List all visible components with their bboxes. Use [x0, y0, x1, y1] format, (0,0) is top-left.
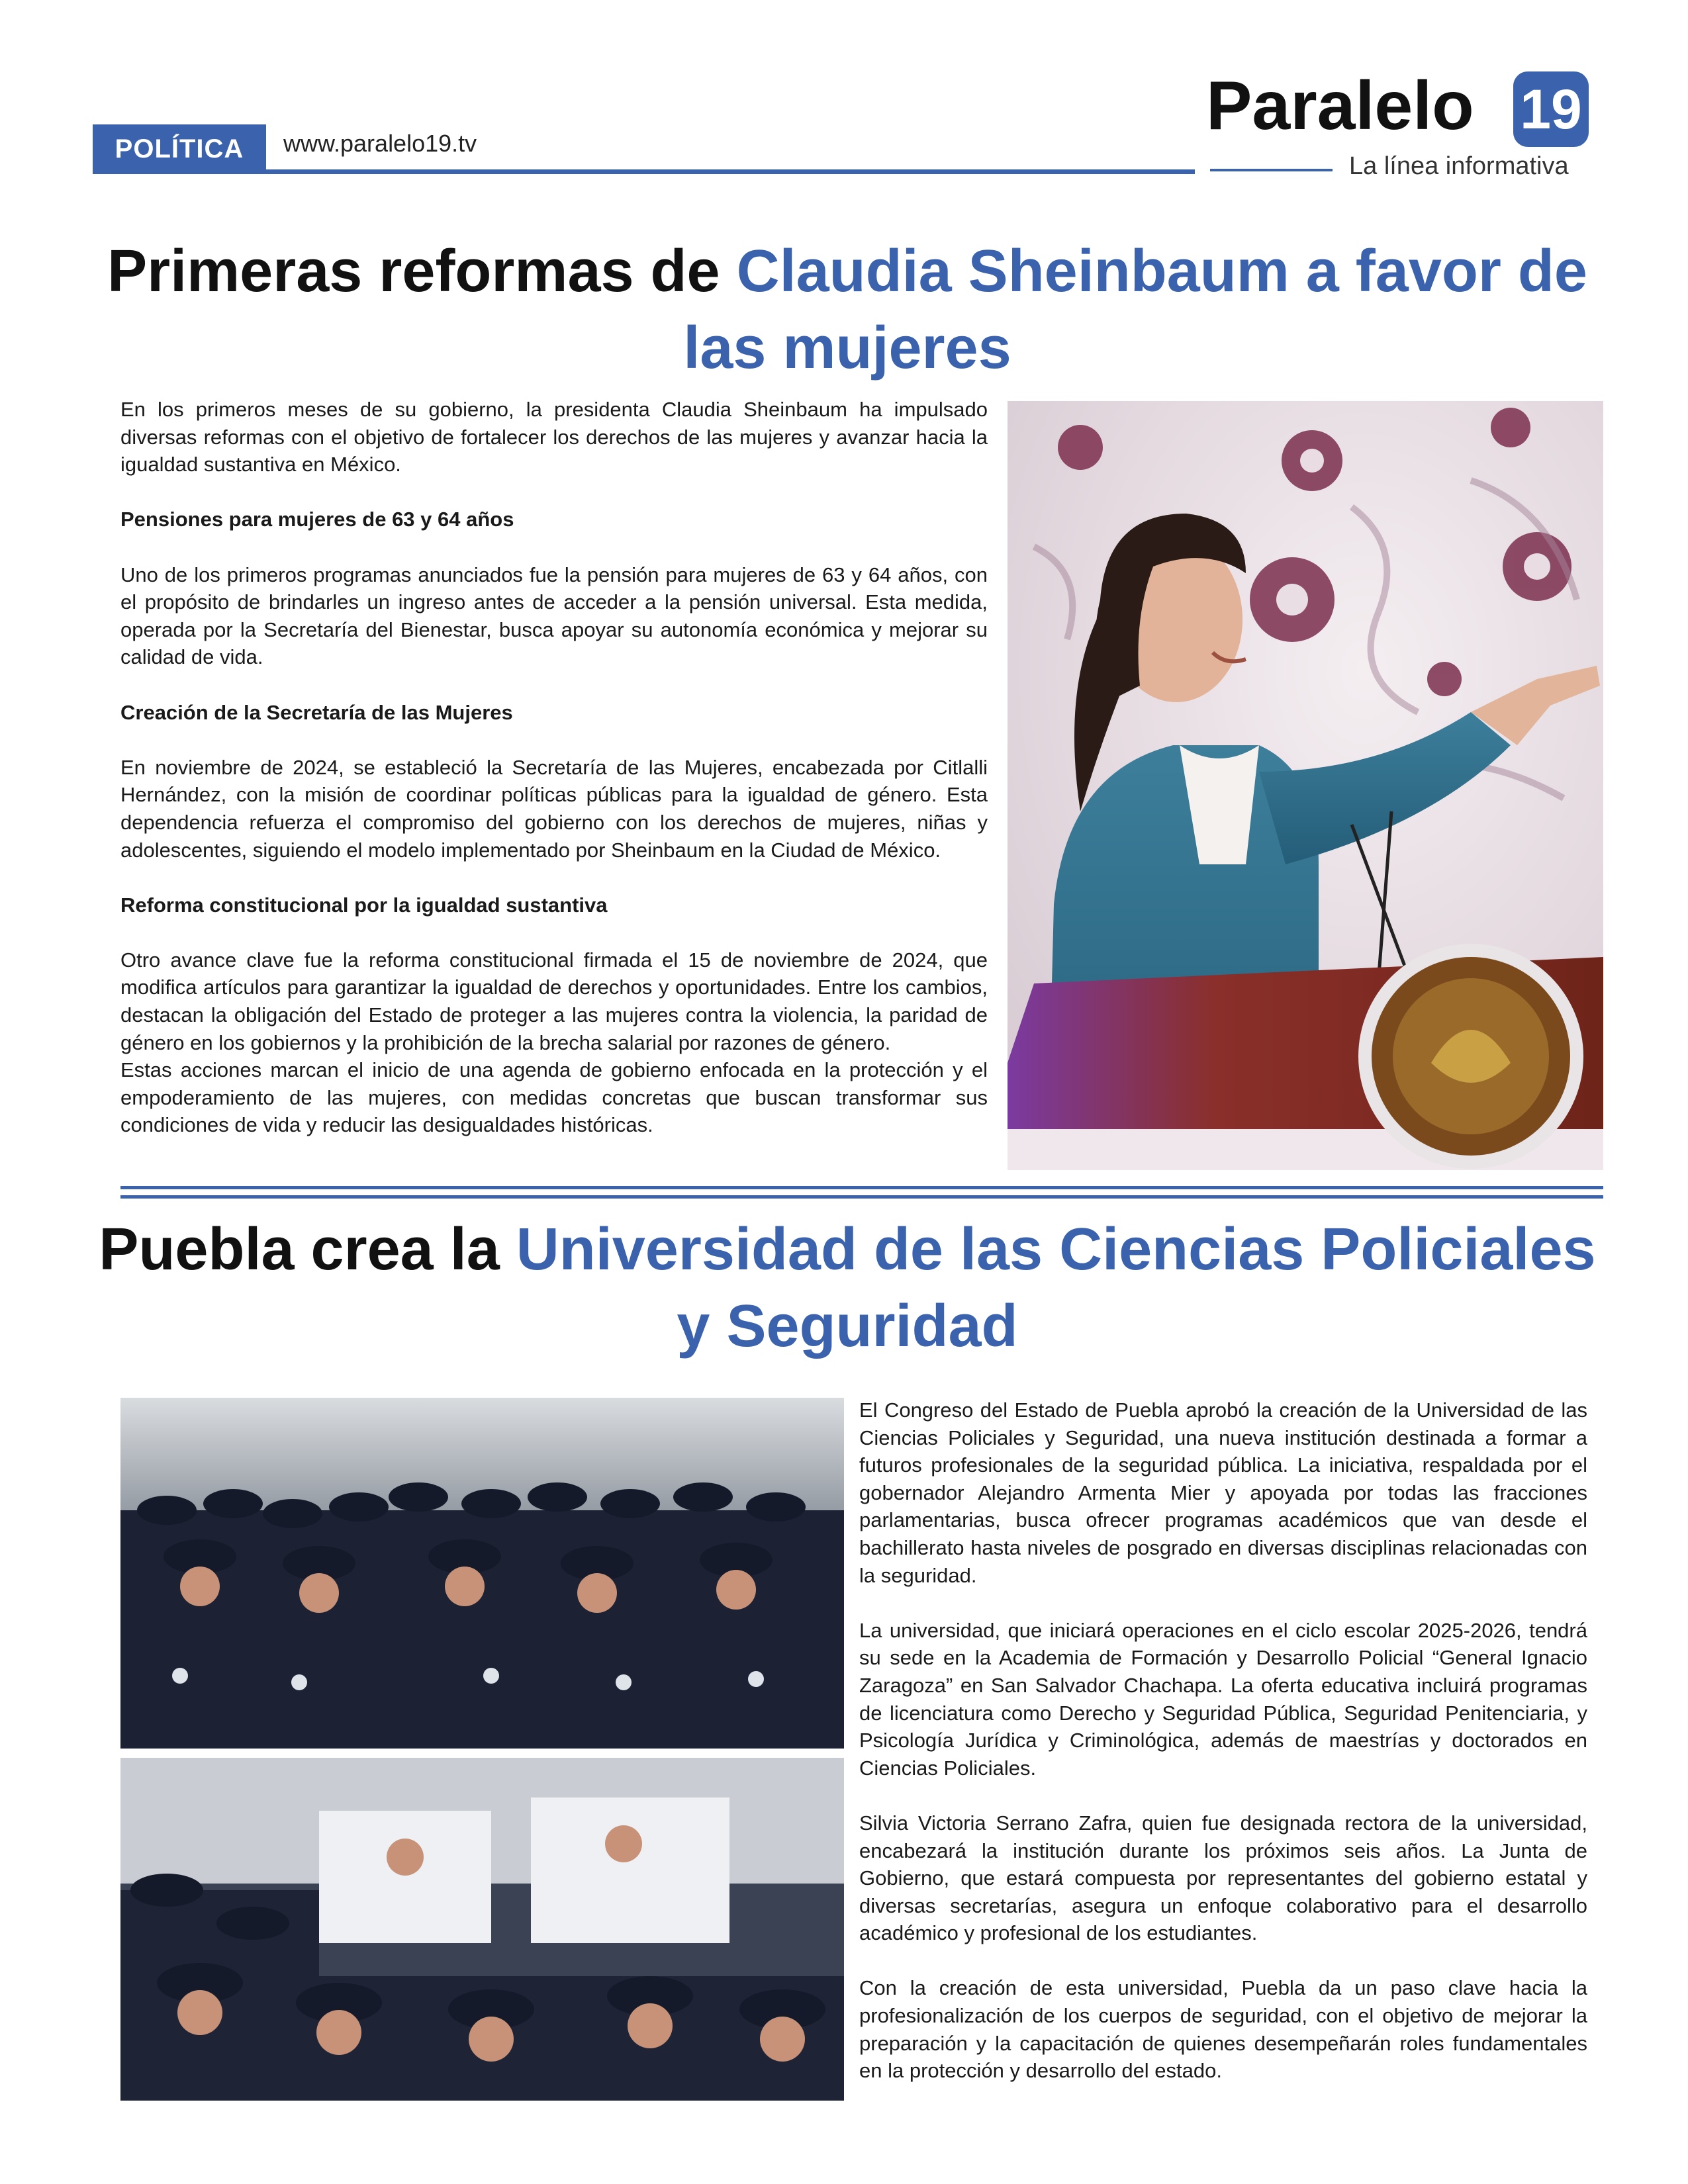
- article1-headline: [93, 233, 1602, 387]
- article1-subhead-secretaria: Creación de la Secretaría de las Mujeres: [120, 700, 513, 724]
- section-tag: POLÍTICA: [93, 124, 266, 173]
- article1-headline-accent: Claudia Sheinbaum a favor de las mujeres: [683, 238, 1587, 381]
- section-divider-top: [120, 1186, 1603, 1189]
- article1-paragraph-3: Otro avance clave fue la reforma constitucional firmada el 15 de noviembre de 2024, que modifica artículos para garantizar la igualdad de derechos y oportunidades. Entre los cambios, destacan la obligación del Estado de proteger a las mujeres contra la violencia, la paridad de género en los gobiernos y la prohibición de la brecha salarial por razones de género.: [120, 948, 988, 1054]
- article1-subhead-reforma: Reforma constitucional por la igualdad sustantiva: [120, 893, 608, 917]
- header-rule: [93, 169, 1195, 174]
- section-divider-bottom: [120, 1195, 1603, 1199]
- article2-paragraph-2: La universidad, que iniciará operaciones en el ciclo escolar 2025-2026, tendrá su sede en la Academia de Formación y Desarrollo Policial “General Ignacio Zaragoza” en San Salvador Chachapa. La oferta educativa incluirá programas de licenciatura como Derecho y Seguridad Pública, Seguridad Penitenciaria, y Psicología Jurídica y Criminológica, además de maestrías y doctorados en Ciencias Policiales.: [859, 1618, 1587, 1780]
- article1-paragraph-1: Uno de los primeros programas anunciados fue la pensión para mujeres de 63 y 64 años, con el propósito de brindarles un ingreso antes de acceder a la pensión universal. Esta medida, operada por la Secretaría del Bienestar, busca apoyar su autonomía económica y mejorar su calidad de vida.: [120, 563, 988, 669]
- article2-headline: [93, 1211, 1602, 1365]
- brand-rule: [1210, 169, 1333, 171]
- sheinbaum-podium-photo: [1008, 401, 1603, 1170]
- brand-name: Paralelo: [1206, 68, 1474, 144]
- article2-headline-accent: Universidad de las Ciencias Policiales y Seguridad: [516, 1216, 1596, 1359]
- article1-intro: En los primeros meses de su gobierno, la presidenta Claudia Sheinbaum ha impulsado diversas reformas con el objetivo de fortalecer los derechos de las mujeres y avanzar hacia la igualdad sustantiva en México.: [120, 398, 988, 477]
- article1-subhead-pensiones: Pensiones para mujeres de 63 y 64 años: [120, 508, 514, 531]
- site-url[interactable]: www.paralelo19.tv: [283, 130, 477, 157]
- police-graduation-ceremony-photo: [120, 1758, 844, 2101]
- brand-tagline: La línea informativa: [1349, 152, 1569, 180]
- article2-paragraph-1: El Congreso del Estado de Puebla aprobó la creación de la Universidad de las Ciencias Policiales y Seguridad, una nueva institución destinada a formar a futuros profesionales de la seguridad pública. La iniciativa, respaldada por el gobernador Alejandro Armenta Mier y apoyada por todas las fracciones parlamentarias, busca ofrecer programas académicos que van desde el bachillerato hasta niveles de posgrado en diversas disciplinas relacionadas con la seguridad.: [859, 1398, 1587, 1587]
- police-cadets-saluting-photo: [120, 1398, 844, 1749]
- article1-headline-plain: Primeras reformas de: [107, 238, 737, 304]
- article2-paragraph-3: Silvia Victoria Serrano Zafra, quien fue designada rectora de la universidad, encabezará la institución durante los próximos seis años. La Junta de Gobierno, que estará compuesta por representantes del gobierno estatal y diversas secretarías, asegura un enfoque colaborativo para el desarrollo académico y profesional de los estudiantes.: [859, 1811, 1587, 1945]
- article2-headline-plain: Puebla crea la: [99, 1216, 516, 1283]
- article1-paragraph-4: Estas acciones marcan el inicio de una agenda de gobierno enfocada en la protección y el empoderamiento de las mujeres, con medidas concretas que buscan transformar sus condiciones de vida y reducir las desigualdades históricas.: [120, 1058, 988, 1137]
- article2-body: [859, 1396, 1587, 2085]
- article1-body: [120, 396, 988, 1139]
- article1-paragraph-2: En noviembre de 2024, se estableció la Secretaría de las Mujeres, encabezada por Citlalli Hernández, con la misión de coordinar políticas públicas para la igualdad de género. Esta dependencia refuerza el compromiso del gobierno con los derechos de mujeres, niñas y adolescentes, siguiendo el modelo implementado por Sheinbaum en la Ciudad de México.: [120, 755, 988, 862]
- brand-badge: 19: [1513, 71, 1589, 147]
- article2-paragraph-4: Con la creación de esta universidad, Puebla da un paso clave hacia la profesionalización de los cuerpos de seguridad, con el objetivo de mejorar la preparación y la capacitación de quienes desempeñarán roles fundamentales en la protección y desarrollo del estado.: [859, 1976, 1587, 2083]
